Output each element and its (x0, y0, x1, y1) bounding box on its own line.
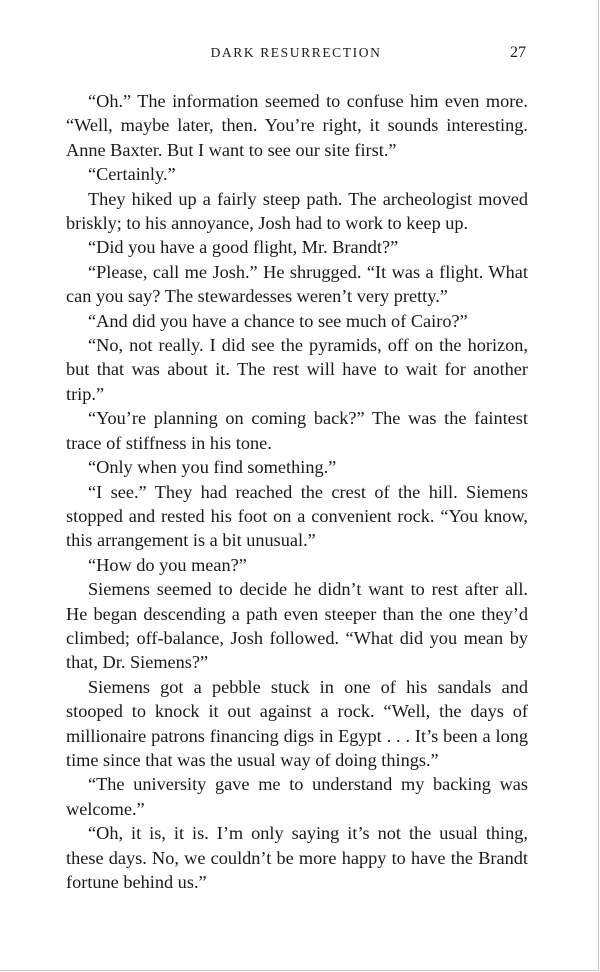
paragraph: “Please, call me Josh.” He shrugged. “It was a flight. What can you say? The stewardesses weren’t very pretty.” (66, 261, 528, 307)
paragraph: “No, not really. I did see the pyramids, off on the horizon, but that was about it. The rest will have to wait for another trip.” (66, 335, 528, 404)
running-title: DARK RESURRECTION (210, 45, 382, 60)
paragraph: “And did you have a chance to see much of Cairo?” (88, 310, 468, 331)
paragraph: “The university gave me to understand my backing was welcome.” (66, 774, 528, 819)
paragraph: “You’re planning on coming back?” The was the faintest trace of stiffness in his tone. (66, 408, 528, 453)
body-text (66, 89, 528, 894)
page-number: 27 (510, 44, 526, 61)
paragraph: “Oh, it is, it is. I’m only saying it’s not the usual thing, these days. No, we couldn’t be more happy to have the Brandt fortune behind us.” (66, 823, 528, 892)
paragraph: “Only when you find something.” (88, 457, 337, 478)
paragraph: They hiked up a fairly steep path. The archeologist moved briskly; to his annoyance, Josh had to work to keep up. (66, 188, 528, 234)
paragraph: Siemens got a pebble stuck in one of his sandals and stooped to knock it out against a rock. “Well, the days of millionaire patrons financing digs in Egypt . . . It’s been a long time since that was the usual way of doing things.” (66, 676, 528, 770)
paragraph: “I see.” They had reached the crest of the hill. Siemens stopped and rested his foot on a convenient rock. “You know, this arrangement is a bit unusual.” (66, 481, 528, 551)
running-head (66, 44, 526, 64)
paragraph: “Oh.” The information seemed to confuse him even more. “Well, maybe later, then. You’re right, it sounds interesting. Anne Baxter. But I want to see our site first.” (66, 91, 528, 160)
paragraph: “How do you mean?” (88, 554, 247, 575)
paragraph: “Certainly.” (88, 164, 176, 185)
paragraph: Siemens seemed to decide he didn’t want to rest after all. He began descending a path even steeper than the one they’d climbed; off-balance, Josh followed. “What did you mean by that, Dr. Siemens?” (66, 579, 528, 673)
paragraph: “Did you have a good flight, Mr. Brandt?” (88, 237, 399, 258)
